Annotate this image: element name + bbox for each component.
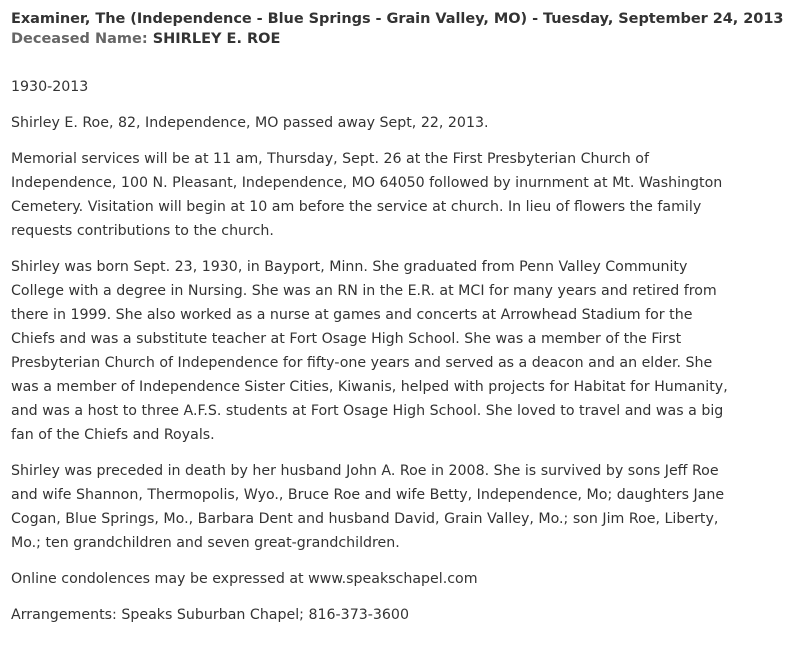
memorial-services-paragraph: Memorial services will be at 11 am, Thursday, Sept. 26 at the First Presbyterian Church of Independence, 100 N. Pleasant, Independence, MO 64050 followed by inurnment at Mt. Washington Cemetery. Visitation will begin at 10 am before the service at church. In lieu of flowers the family requests contributions to the church.	[11, 151, 723, 239]
obituary-intro-paragraph: Shirley E. Roe, 82, Independence, MO passed away Sept, 22, 2013.	[11, 115, 489, 131]
condolences-paragraph: Online condolences may be expressed at www.speakschapel.com	[11, 571, 478, 587]
deceased-name-line	[11, 29, 771, 49]
publication-headline: Examiner, The (Independence - Blue Springs - Grain Valley, MO) - Tuesday, September 24, 2013	[11, 11, 784, 27]
life-years: 1930-2013	[11, 79, 89, 95]
deceased-name-value: SHIRLEY E. ROE	[152, 31, 281, 47]
biography-paragraph: Shirley was born Sept. 23, 1930, in Bayport, Minn. She graduated from Penn Valley Community College with a degree in Nursing. She was an RN in the E.R. at MCI for many years and retired from there in 1999. She also worked as a nurse at games and concerts at Arrowhead Stadium for the Chiefs and was a substitute teacher at Fort Osage High School. She was a member of the First Presbyterian Church of Independence for fifty-one years and served as a deacon and an elder. She was a member of Independence Sister Cities, Kiwanis, helped with projects for Habitat for Humanity, and was a host to three A.F.S. students at Fort Osage High School. She loved to travel and was a big fan of the Chiefs and Royals.	[11, 259, 728, 443]
arrangements-paragraph: Arrangements: Speaks Suburban Chapel; 816-373-3600	[11, 607, 409, 623]
deceased-name-label: Deceased Name:	[11, 31, 148, 47]
survivors-paragraph: Shirley was preceded in death by her husband John A. Roe in 2008. She is survived by sons Jeff Roe and wife Shannon, Thermopolis, Wyo., Bruce Roe and wife Betty, Independence, Mo; daughters Jane Cogan, Blue Springs, Mo., Barbara Dent and husband David, Grain Valley, Mo.; son Jim Roe, Liberty, Mo.; ten grandchildren and seven great-grandchildren.	[11, 463, 725, 551]
